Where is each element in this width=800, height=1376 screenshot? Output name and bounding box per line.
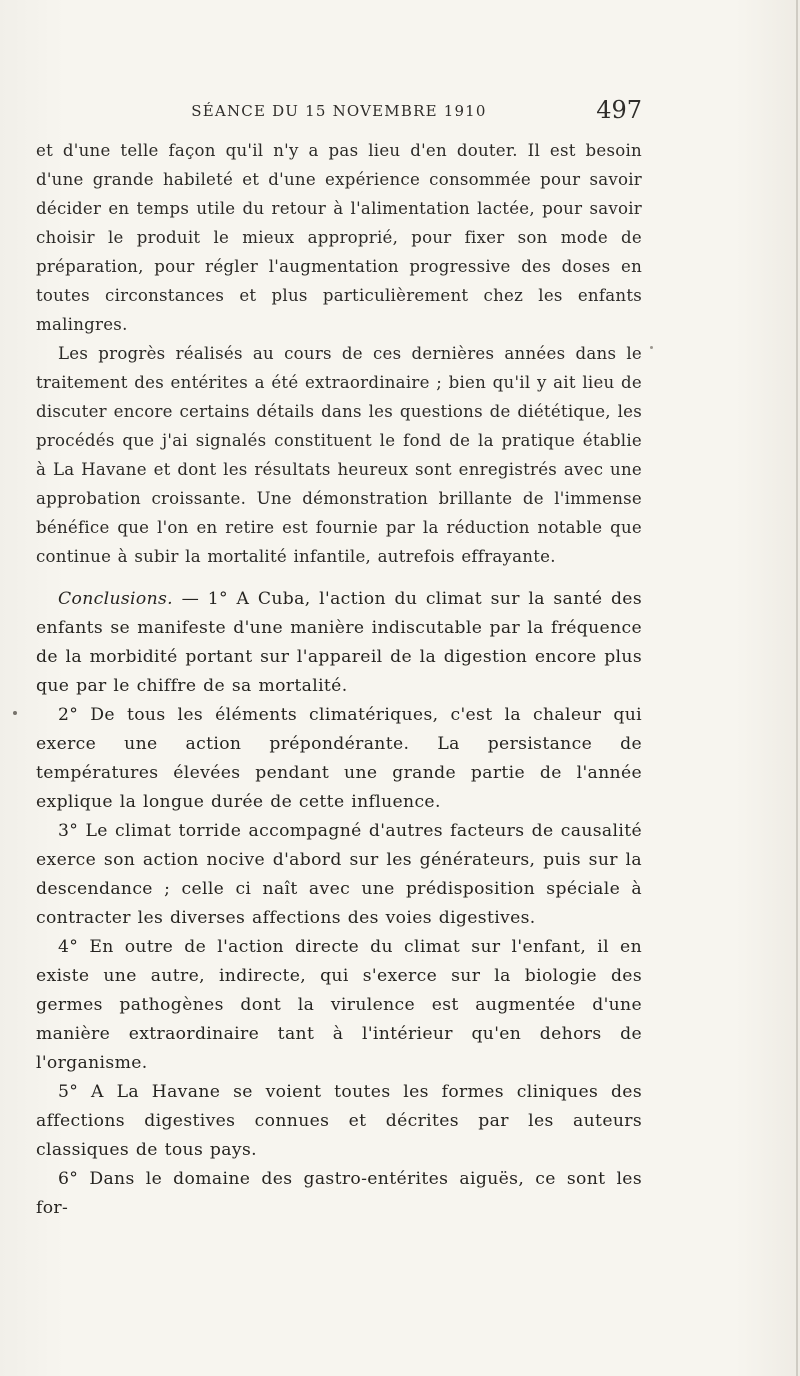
page-header <box>36 98 642 130</box>
conclusion-3: 3° Le climat torride accompagné d'autres facteurs de causalité exerce son action nocive d'abord sur les générateurs, puis sur la descendance ; celle ci naît avec une prédisposition spéciale à contracter les diverses affections des voies digestives. <box>36 821 642 928</box>
conclusion-4: 4° En outre de l'action directe du climat sur l'enfant, il en existe une autre, indirecte, qui s'exerce sur la biologie des germes pathogènes dont la virulence est augmentée d'une manière extraordinaire tant à l'intérieur qu'en dehors de l'organisme. <box>36 937 642 1073</box>
conclusions-heading: Conclusions. <box>58 589 173 609</box>
conclusion-5: 5° A La Havane se voient toutes les formes cliniques des affections digestives connues et décrites par les auteurs classiques de tous pays. <box>36 1082 642 1160</box>
conclusion-2: 2° De tous les éléments climatériques, c'est la chaleur qui exerce une action prépondérante. La persistance de températures élevées pendant une grande partie de l'année explique la longue durée de cette influence. <box>36 705 642 812</box>
conclusion-6: 6° Dans le domaine des gastro-entérites aiguës, ce sont les for- <box>36 1169 642 1218</box>
page-number: 497 <box>596 96 642 124</box>
conclusion-1 <box>36 585 642 701</box>
conclusion-1-text: — 1° A Cuba, l'action du climat sur la santé des enfants se manifeste d'une manière indiscutable par la fréquence de la morbidité portant sur l'appareil de la digestion encore plus que par le chiffre de sa mortalité. <box>36 589 642 696</box>
scan-speck <box>650 346 653 349</box>
margin-mark <box>13 711 17 715</box>
paragraph-1: et d'une telle façon qu'il n'y a pas lieu d'en douter. Il est besoin d'une grande habileté et d'une expérience consommée pour savoir décider en temps utile du retour à l'alimentation lactée, pour savoir choisir le produit le mieux approprié, pour fixer son mode de préparation, pour régler l'augmentation progressive des doses en toutes circonstances et plus particulièrement chez les enfants malingres. <box>36 141 642 334</box>
running-head: SÉANCE DU 15 NOVEMBRE 1910 <box>191 102 487 120</box>
paragraph-2: Les progrès réalisés au cours de ces dernières années dans le traitement des entérites a été extraordinaire ; bien qu'il y ait lieu de discuter encore certains détails dans les questions de diététique, les procédés que j'ai signalés constituent le fond de la pratique établie à La Havane et dont les résultats heureux sont enregistrés avec une approbation croissante. Une démonstration brillante de l'immense bénéfice que l'on en retire est fournie par la réduction notable que continue à subir la mortalité infantile, autrefois effrayante. <box>36 344 642 566</box>
body-text <box>36 136 642 1223</box>
page-edge <box>796 0 798 1376</box>
